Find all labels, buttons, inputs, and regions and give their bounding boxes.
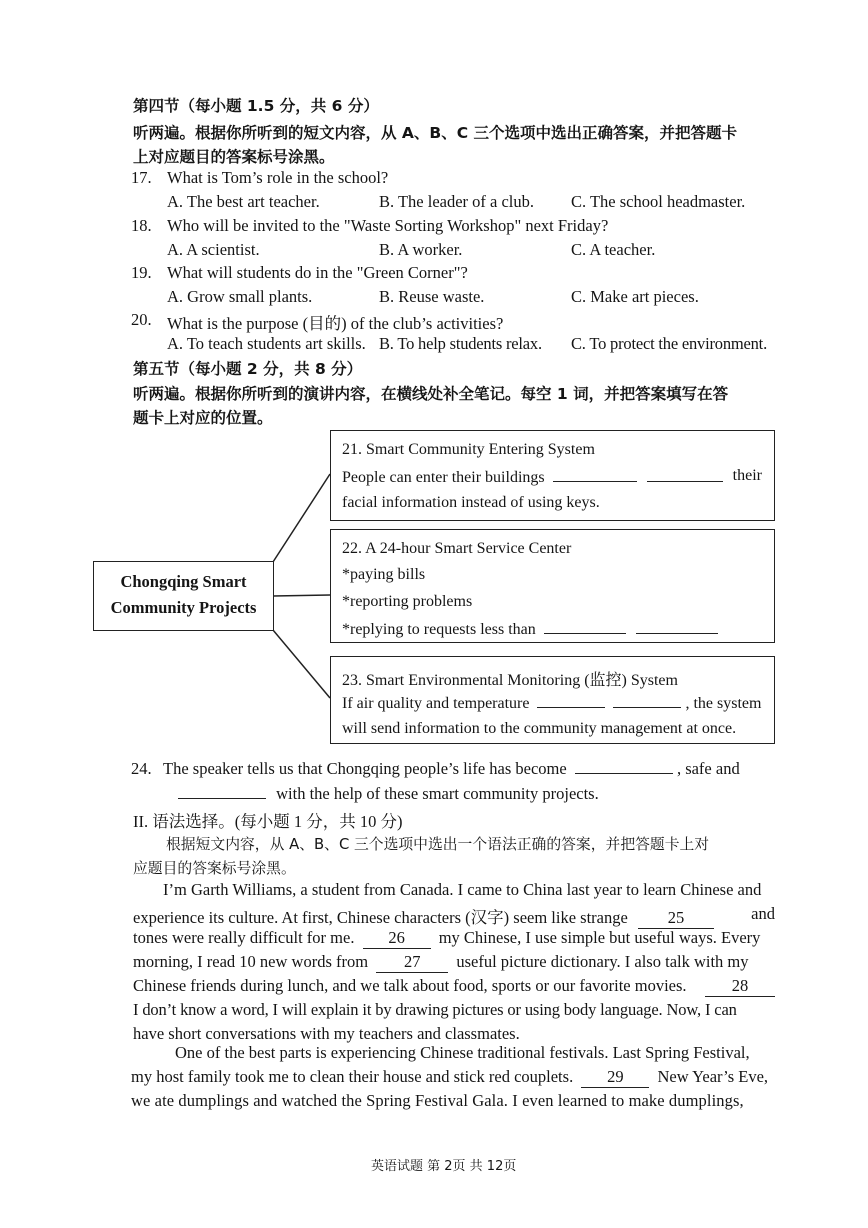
section-4-heading: 第四节（每小题 1.5 分，共 6 分） <box>133 97 379 115</box>
note-box-21 <box>330 430 775 521</box>
section-4-instruction: 听两遍。根据你所听到的短文内容，从 A、B、C 三个选项中选出正确答案，并把答题卡 <box>133 124 737 142</box>
cloze-blank-29[interactable]: 29 <box>581 1067 649 1088</box>
passage-line: One of the best parts is experiencing Chinese traditional festivals. Last Spring Festival, <box>175 1043 750 1062</box>
box-line-2 <box>342 467 762 487</box>
option-b: B. The leader of a club. <box>379 192 535 211</box>
answer-blank-22a[interactable] <box>544 619 626 634</box>
page-footer: 英语试题 第 2页 共 12页 <box>371 1159 517 1174</box>
mindmap-hub <box>93 561 274 631</box>
stem-text: The speaker tells us that Chongqing people’s life has become <box>163 759 567 778</box>
answer-blank-21a[interactable] <box>553 467 637 482</box>
option-c: C. The school headmaster. <box>571 192 746 211</box>
note-box-22 <box>330 529 775 643</box>
question-stem <box>163 759 740 779</box>
answer-blank-24a[interactable] <box>575 759 673 774</box>
line-text: New Year’s Eve, <box>657 1067 769 1086</box>
stem-text: with the help of these smart community projects. <box>276 784 599 803</box>
box-title: 22. A 24-hour Smart Service Center <box>342 540 572 557</box>
line-text: Chinese friends during lunch, and we talk about food, sports or our favorite movies. <box>133 976 687 995</box>
answer-blank-23a[interactable] <box>537 693 605 708</box>
question-stem: What will students do in the "Green Corner"? <box>167 263 468 282</box>
option-b: B. A worker. <box>379 240 463 259</box>
question-number: 18. <box>131 216 152 235</box>
section-5-instruction: 听两遍。根据你所听到的演讲内容，在横线处补全笔记。每空 1 词，并把答案填写在答 <box>133 385 729 403</box>
box-text: If air quality and temperature <box>342 695 530 712</box>
grammar-heading <box>133 808 402 832</box>
question-stem: Who will be invited to the "Waste Sorting Workshop" next Friday? <box>167 216 609 235</box>
passage-line <box>131 1067 773 1088</box>
passage-line <box>133 904 775 929</box>
option-a: A. The best art teacher. <box>167 192 320 211</box>
option-a: A. To teach students art skills. <box>167 334 366 353</box>
question-number: 19. <box>131 263 152 282</box>
option-c: C. Make art pieces. <box>571 287 699 306</box>
line-text: experience its culture. At first, Chinese characters (汉字) seem like strange <box>133 908 628 927</box>
line-text: useful picture dictionary. I also talk with my <box>456 952 749 971</box>
note-box-23 <box>330 656 775 744</box>
stem-text: , safe and <box>676 759 740 778</box>
heading-text: II. 语法选择。(每小题 1 分，共 10 分) <box>133 812 403 831</box>
question-stem-cont <box>178 784 599 804</box>
cloze-blank-27[interactable]: 27 <box>376 952 448 973</box>
answer-blank-24b[interactable] <box>178 784 266 799</box>
line-text: my host family took me to clean their house and stick red couplets. <box>131 1067 574 1086</box>
answer-blank-22b[interactable] <box>636 619 718 634</box>
connector-23 <box>273 630 330 698</box>
box-text: their <box>732 467 762 484</box>
line-text: morning, I read 10 new words from <box>133 952 369 971</box>
box-line-3: facial information instead of using keys. <box>342 494 600 511</box>
answer-blank-23b[interactable] <box>613 693 681 708</box>
section-5-instruction-cont: 题卡上对应的位置。 <box>133 409 273 427</box>
cloze-blank-26[interactable]: 26 <box>363 928 431 949</box>
section-5-heading: 第五节（每小题 2 分，共 8 分） <box>133 360 363 378</box>
question-stem: What is the purpose (目的) of the club’s activities? <box>167 314 504 333</box>
option-a: A. Grow small plants. <box>167 287 313 306</box>
cloze-blank-28[interactable]: 28 <box>705 976 775 997</box>
line-text: tones were really difficult for me. <box>133 928 355 947</box>
line-text: and <box>751 904 775 923</box>
box-text: People can enter their buildings <box>342 469 545 486</box>
grammar-instruction: 根据短文内容，从 A、B、C 三个选项中选出一个语法正确的答案，并把答题卡上对 <box>166 836 710 853</box>
option-b: B. Reuse waste. <box>379 287 485 306</box>
passage-line: I’m Garth Williams, a student from Canada. I came to China last year to learn Chinese and <box>163 880 762 899</box>
box-item-replying <box>342 619 718 639</box>
answer-blank-21b[interactable] <box>647 467 723 482</box>
grammar-instruction-cont: 应题目的答案标号涂黑。 <box>133 860 296 877</box>
box-title: 21. Smart Community Entering System <box>342 441 595 458</box>
hub-line-1: Chongqing Smart <box>120 572 247 591</box>
question-number: 24. <box>131 759 152 778</box>
hub-line-2: Community Projects <box>110 598 257 617</box>
cloze-blank-25[interactable]: 25 <box>638 908 714 929</box>
box-text: , the system <box>685 695 762 712</box>
connector-21 <box>273 474 330 562</box>
question-number: 17. <box>131 168 152 187</box>
passage-line: I don’t know a word, I will explain it by drawing pictures or using body language. Now, I can <box>133 1000 737 1019</box>
question-stem: What is Tom’s role in the school? <box>167 168 389 187</box>
box-title: 23. Smart Environmental Monitoring (监控) System <box>342 672 678 689</box>
question-number: 20. <box>131 310 152 329</box>
section-4-instruction-cont: 上对应题目的答案标号涂黑。 <box>133 148 335 166</box>
passage-line <box>133 952 775 973</box>
passage-line: have short conversations with my teachers and classmates. <box>133 1024 520 1043</box>
passage-line <box>133 928 775 949</box>
box-line-2 <box>342 693 761 713</box>
box-line-3: will send information to the community management at once. <box>342 720 737 737</box>
option-a: A. A scientist. <box>167 240 260 259</box>
option-b: B. To help students relax. <box>379 334 542 353</box>
box-text: *replying to requests less than <box>342 621 536 638</box>
box-item-paying-bills: *paying bills <box>342 566 426 583</box>
option-c: C. To protect the environment. <box>571 334 767 353</box>
box-item-reporting-problems: *reporting problems <box>342 593 473 610</box>
option-c: C. A teacher. <box>571 240 656 259</box>
connector-22 <box>273 595 330 596</box>
passage-line: we ate dumplings and watched the Spring Festival Gala. I even learned to make dumplings, <box>131 1091 744 1110</box>
passage-line <box>133 976 775 996</box>
line-text: my Chinese, I use simple but useful ways. Every <box>438 928 761 947</box>
